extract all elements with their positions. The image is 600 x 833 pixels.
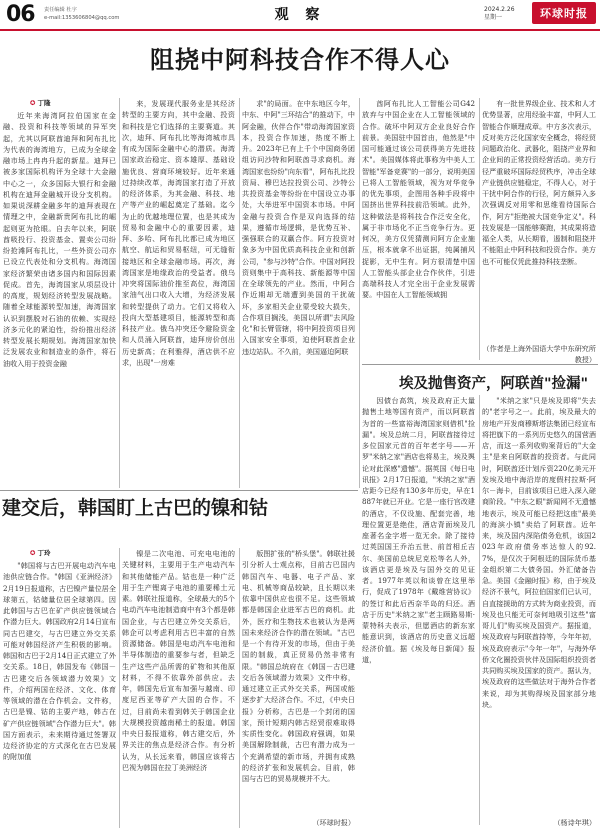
page-header xyxy=(0,0,600,30)
column-divider xyxy=(479,395,480,825)
column-divider xyxy=(479,98,480,360)
article3-headline: 埃及抛售资产，阿联酋"捡漏" xyxy=(399,376,589,392)
editor-email: e-mail:1353606804@qq.com xyxy=(44,15,120,21)
article2-headline: 建交后，韩国盯上古巴的镍和钴 xyxy=(2,497,269,519)
article1-column-2: 来，发展现代服务业是其经济转型的主要方向，其中金融、投资和科技是它们选择的主要赛道。其次，迪拜、阿布扎比等海湾城市具有成为国际金融中心的潜质。海湾国家政治稳定、资本雄厚、基础设施优良、营商环境较好。近年来通过持续改革，海湾国家打造了开放的经济体系，为其金融、科技、地产等产业的崛起奠定了基础。迄今为止的优越地理位置，也是其成为贸易和金融中心的重要因素，迪拜、多哈、阿布扎比都已成为地区航空、航运和贸易枢纽，可无缝衔接地区和全球金融市场。再次，海湾国家是地缘政治的受益者。俄乌冲突将国际油价推至高位，海湾国家油气出口收入大增，为经济发展和转型提供了动力。它们又将收入投向大型基建项目，能源转型和高科技产业。俄乌冲突还令避险资金和人员涌入阿联酋，迪拜房价创出历史新高；在利雅得，酒店供不应求，出现"一房难 xyxy=(122,99,235,367)
editor-name: 责任编辑 杜宇 xyxy=(44,7,77,13)
article3-source: （杨诗年琪） xyxy=(553,818,596,827)
article1-column-1: 近年来海湾阿拉伯国家在金融、投资和科技等领域的异军突起，尤其以阿联酋迪拜和阿布扎比为代表的海湾地方，已成为全球金融市场上冉冉升起的新星。迪拜已被多家国际机构评为全球十大金融中心之一，众多国际大银行和金融机构在迪拜金融城开设分支机构。如果说深耕金融多年的迪拜表现在情理之中，金融新贵阿布扎比的崛起则更为抢眼。自去年以来，阿联酋吸投行、投资基金、置卖公司纷纷抢滩阿布扎比，一些外资公司亦已设立代表处和分支机构。海湾国家经济繁荣由诸多国内和国际因素促成。首先，海湾国家从项层设计的高度，规划经济转型发展战略。随着全球能源转型加速，海湾国家认识到摆脱对石油的依赖、实现经济多元化的紧迫性，纷纷推出经济转型发展长期规划。海湾国家加快泛发展农业和制造业的条件，将石油收入用于投资金融 xyxy=(3,111,116,368)
author-marker-icon: ✪ xyxy=(30,99,36,107)
column-divider xyxy=(119,548,120,828)
article1-headline: 阻挠中阿科技合作不得人心 xyxy=(150,46,450,74)
column-divider xyxy=(239,98,240,488)
section-divider xyxy=(362,364,598,365)
weekday-text: 星期一 xyxy=(484,14,503,21)
article2-column-1: "韩国将与古巴开展电动汽车电池供应链合作。"韩国《亚洲经济》2月19日报道称，古巴镍产量位居全球第五，钴储量位居全球第四。因此韩国与古巴在矿产供应链领域合作潜力巨大。韩国政府2月14日宣布同古巴建交，与古巴建立外交关系可能对韩国经济产生积极的影响。韩国和古巴于2月14日正式建立了外交关系。18日，韩国发布《韩国－古巴建交后各领域潜力效果》文件，介绍两国在经济、文化、体育等领域的潜在合作机会。文件称，古巴是镍、钴的主要产地，韩古在矿产供应链领域"合作潜力巨大"。韩国方面表示，未来期待通过签署双边经济协定的方式深化在古巴发展的附加值 xyxy=(3,561,116,762)
column-divider xyxy=(119,98,120,488)
date-text: 2024.2.26 xyxy=(484,6,515,13)
column-divider xyxy=(239,548,240,828)
article3-column-2: "米纳之家"只是埃及即将"失去的"老字号之一。此前，埃及最大的房地产开发商穆斯塔法集团已经宣布将把旗下的一系列历史悠久的国营酒店，而这一系列收购案背后的"大金主"是来自阿联酋的投资者。与此同时，阿联酋还计划斥资220亿美元开发埃及地中海沿岸的度假村拉斯·阿尔－海卡，目前该项目已进入深入磋商阶段。"中东之眼"新闻网不无遗憾地表示，埃及可能已经把这座"最美的海滨小镇"卖给了阿联酋。近年来，埃及国内深陷债务危机，该国2023年政府债务率达惊人的92.7%，是仅次于阿根廷的国际货币基金组织第二大债务国。外汇储备告急。美国《金融时报》称，由于埃及经济不景气，阿拉伯国家们已认可，自直接援助的方式转为商业投资，而埃及也只能无可奈何地吸引这些"富哥儿们"购买埃及国资产。据报道，埃及政府与阿联酋持等，今年年初，埃及政府表示"今年一年"，与海外华侨文化圈投资伙伴及国际组织投资者共同购买埃及国家的资产。据认为，埃及政府的这些做法对于海外合作者来说，却为其购得埃及国家部分地块。 xyxy=(482,396,596,709)
section-divider xyxy=(0,490,358,491)
newspaper-logo: 环球时报 xyxy=(532,2,596,24)
author-marker-icon: ✪ xyxy=(30,549,36,557)
section-title: 观 察 xyxy=(274,7,326,23)
issue-date xyxy=(484,6,515,22)
article1-column-3: 求"的局面。在中东地区今年，中东、中阿"三环结合"的推动下，中阿金融，伙伴合作"带动海湾国家资本，投资合作加速，热度不断上升。2023年已有上千个中国商务团组访问沙特和阿联酋寻求商机。海湾国家也纷纷"向东看"，阿布扎比投资局、穆巴达拉投资公司、沙特公共投资基金等纷纷在中国设立办事处，大举进军中国资本市场。中阿金融与投资合作是双向选择的结果，遵循市场逻辑，是优势互补、强强联合的双赢合作。阿方投资对象多为中国优质高科技企业和创新公司，"参与沙特"合作。中国对阿投资则集中于高科技、新能源等中国在全球领先的产业。然而，中阿合作近期却无端遭到美国的干扰破坏，多家相关企业蒙受较大损失，合作项目搁浅，美国以所谓"去风险化"和长臂管辖，将中阿投资项目列入国家安全事项，迫使阿联酋企业违边站队。不久前，美国逼迫阿联 xyxy=(242,99,355,356)
article1-author: ✪ 丁隆 xyxy=(30,99,51,107)
article3-column-1: 因债台高筑，埃及政府正大量抛售土地等国有资产，而以阿联酋为首的一些富裕海湾国家则借机"捡漏"。埃及总统二月，阿联酋接待过多位国家元首的百年老字号——开罗"米纳之家"酒店也将易主，埃及舆论对此深感"遗憾"。据英国《每日电讯报》2月17日报道，"米纳之家"酒店距今已经有130多年历史，早在1887年就已开业。它是一座行宫改建的酒店，不仅设施、配套完善，地理位置更是绝佳，酒店背面埃及几座著名金字塔一览无余。除了接待过英国国王乔治五世、前首相丘吉尔、美国前总统尼克松等名人外，该酒店更是埃及与国外交的见证者。1977年英以和谈曾在这里举行，促成了1978年《戴维营协议》的签订和此后西奈半岛的归还。酒店于历史"米纳之家"老主顾路易斯·蒙特科夫表示，但愿酒店的新东家能意识到，该酒店的历史意义远超经济价值。据《埃及每日新闻》报道， xyxy=(362,396,475,664)
column-divider xyxy=(359,98,360,488)
article2-source: （环球时报） xyxy=(312,818,355,827)
page-number: 06 xyxy=(6,2,35,27)
article1-column-4: 酋阿布扎比人工智能公司G42放弃与中国企业在人工智能领域的合作。破坏中阿双方企业良好合作前景。美国驻中国首由，他然是"中国可能通过该公司获得美方先进技术"。美国媒体将此事称为中美人工智能"军备竞赛"的一部分，说明美国已将人工智能领域，视为对华竞争的优先事项，企图用各种手段将中国挤出世界科技前沿领域。此外，这种做法是将科技合作泛安全化，属于非市场化不正当竞争行为。更何况，美方仅凭猜测问阿方企业施压，根本就拿不出证据，纯属捕风捉影，无中生有。阿方很清楚中国人工智能头部企业合作伙伴，引进高端科技人才完全出于企业发展需要。中国在人工智能领域拥 xyxy=(362,99,475,300)
article1-source: （作者是上海外国语大学中东研究所教授） xyxy=(482,344,596,365)
article2-column-3: 版图扩张的"桥头堡"。韩联社援引分析人士观点称，目前古巴国内韩国汽车、电器、电子产品、家电、机械等商品较缺，且长期以来依靠中国供应也很不足。这些领域都是韩国企业进军古巴的商机。此外，医疗和生物技术也被认为是两国未来经济合作的潜在领域。"古巴是一个有待开发的市场，但由于美国的制裁，真正贸易仍然非常有限。"韩国总统府在《韩国－古巴建交后各领域潜力效果》文件中称，通过建立正式外交关系，两国或能逐步扩大经济合作。不过，《中央日报》分析称，古巴是一个封闭的国家，预计短期内韩古经贸很难取得实质性变化。韩国政府强调，如果美国解除制裁，古巴有潜力成为一个充满希望的新市场，并拥有成熟的经济扩张和发展机会。目前，韩国与古巴的贸易规模并不大。 xyxy=(242,549,355,783)
header-rule xyxy=(0,29,600,31)
article2-column-2: 镍是二次电池、可充电电池的关键材料，主要用于生产电动汽车和其他储能产品。钴也是一种广泛用于生产锂离子电池的重要稀土元素。韩联社报道称，全球最大的5个电动汽车电池制造商中有3个都是韩国企业，与古巴建立外交关系后，韩企可以考虑利用古巴丰富的自然资源储备。韩国是电动汽车电池和半导体制造的重要参与者，但缺乏生产这些产品所需的矿物和其他原材料，不得不依靠外部供应。去年，韩国先后宣布加强与越南、印度尼西亚等矿产大国的合作。不过，目前尚未看到韩关于韩国企业大规模投资越南稀土的报道。韩国中央日报报道称，韩古建交后，外界关注的焦点是经济合作。有分析认为，从长远来看，韩国应该将古巴视为韩国在拉丁美洲经济 xyxy=(122,549,235,772)
article1-column-5: 有一批世界级企业、技术和人才优势显著，应用经验丰富，中阿人工智能合作顺理成章。中方多次表示，反对美方泛化国家安全概念，将经贸问题政治化、武器化，阻挠产业界和企业间的正常投资经营活动。美方行径严重破坏国际经贸秩序，冲击全球产业链供应链稳定，不得人心，对于干扰中阿合作的行径，阿方颇异入多次强调反对用零和思维看待国际合作，阿方"拒绝被大国竞争定义"。科技发展是一国能够赛跑，其成果将造福全人类，从长期看，遏制和阻挠并不能阻止中阿科技和投资合作。美方也不可能仅凭此推持科技垄断。 xyxy=(482,99,596,266)
article2-author: ✪ 丁玲 xyxy=(30,549,51,557)
